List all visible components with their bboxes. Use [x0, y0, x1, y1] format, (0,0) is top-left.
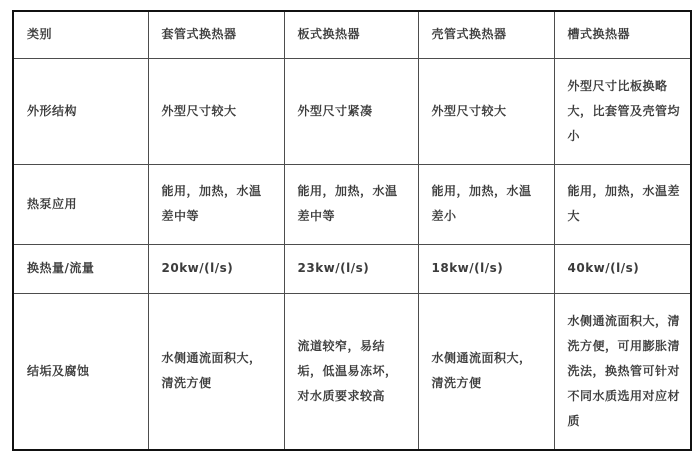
row-label: 热泵应用	[13, 164, 148, 244]
table-row-heat-per-flow	[13, 244, 691, 293]
table-cell: 外型尺寸较大	[418, 58, 554, 164]
table-header-row	[13, 11, 691, 58]
table-cell: 外型尺寸紧凑	[284, 58, 418, 164]
table-cell: 能用，加热，水温差大	[554, 164, 691, 244]
row-label: 结垢及腐蚀	[13, 293, 148, 450]
table-row-fouling-corrosion	[13, 293, 691, 450]
table-cell: 40kw/(l/s)	[554, 244, 691, 293]
table-cell: 外型尺寸比板换略大，比套管及壳管均小	[554, 58, 691, 164]
table-cell: 流道较窄，易结垢，低温易冻坏，对水质要求较高	[284, 293, 418, 450]
table-cell: 20kw/(l/s)	[148, 244, 284, 293]
table-cell: 外型尺寸较大	[148, 58, 284, 164]
table-cell: 能用，加热，水温差中等	[284, 164, 418, 244]
table-cell: 18kw/(l/s)	[418, 244, 554, 293]
row-label: 换热量/流量	[13, 244, 148, 293]
header-cell-category: 类别	[13, 11, 148, 58]
row-label: 外形结构	[13, 58, 148, 164]
heat-exchanger-comparison-table	[12, 10, 692, 451]
table-cell: 23kw/(l/s)	[284, 244, 418, 293]
table-cell: 能用，加热，水温差小	[418, 164, 554, 244]
table-cell: 水侧通流面积大，清洗方便	[418, 293, 554, 450]
table-row-heat-pump-application	[13, 164, 691, 244]
header-cell-plate: 板式换热器	[284, 11, 418, 58]
table-row-shape	[13, 58, 691, 164]
table-cell: 能用，加热，水温差中等	[148, 164, 284, 244]
header-cell-tank: 槽式换热器	[554, 11, 691, 58]
header-cell-shell-tube: 壳管式换热器	[418, 11, 554, 58]
table-cell: 水侧通流面积大，清洗方便，可用膨胀清洗法，换热管可针对不同水质选用对应材质	[554, 293, 691, 450]
header-cell-tube-in-tube: 套管式换热器	[148, 11, 284, 58]
table-cell: 水侧通流面积大，清洗方便	[148, 293, 284, 450]
